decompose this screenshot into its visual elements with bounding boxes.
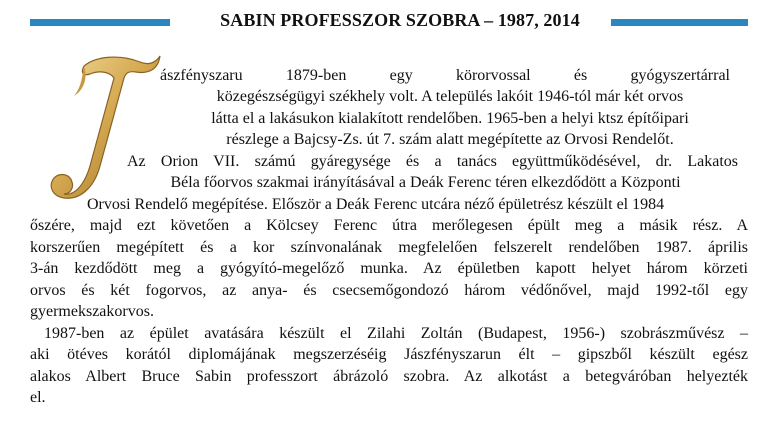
paragraph-1-line-9: korszerűen megépített és a kor színvonalának megfelelően felszerelt rendelőben 1987. április xyxy=(30,239,748,256)
paragraph-2-line-4: el. xyxy=(30,389,46,406)
paragraph-1-line-8: őszére, majd ezt követően a Kölcsey Ferenc útra merőlegesen épült meg a másik rész. A xyxy=(30,217,748,234)
paragraph-1-line-7: Orvosi Rendelő megépítése. Először a Deák Ferenc utcára néző épületrész készült el 1984 xyxy=(87,196,665,213)
paragraph-2-line-1: 1987-ben az épület avatására készült el Zilahi Zoltán (Budapest, 1956-) szobrászművész – xyxy=(44,325,748,342)
paragraph-2-line-3: alakos Albert Bruce Sabin professzort ábrázoló szobra. Az alkotást a betegváróban helyezték xyxy=(30,368,748,385)
paragraph-1-line-10: 3-án kezdődött meg a gyógyító-megelőző munka. Az épületben kapott helyet három körzeti xyxy=(30,260,748,277)
page-title: SABIN PROFESSZOR SZOBRA – 1987, 2014 xyxy=(220,10,580,30)
paragraph-1-line-4: részlege a Bajcsy-Zs. út 7. szám alatt megépítette az Orvosi Rendelőt. xyxy=(226,131,674,148)
paragraph-1-line-6: Béla főorvos szakmai irányításával a Deák Ferenc téren elkezdődött a Központi xyxy=(170,174,681,191)
paragraph-1-line-3: látta el a lakásukon kialakított rendelőben. 1965-ben a helyi ktsz építőipari xyxy=(211,110,689,127)
title-rule-right xyxy=(611,19,748,26)
paragraph-1-line-1: ászfényszaru 1879-ben egy körorvossal és gyógyszertárral xyxy=(160,67,730,84)
paragraph-1-line-5: Az Orion VII. számú gyáregysége és a tanács együttműködésével, dr. Lakatos xyxy=(127,153,738,170)
paragraph-1-line-2: közegészségügyi székhely volt. A település lakóit 1946-tól már két orvos xyxy=(216,88,684,105)
title-rule-left xyxy=(30,19,170,26)
paragraph-1-line-12: gyermekszakorvos. xyxy=(30,303,154,320)
paragraph-1-line-11: orvos és két fogorvos, az anya- és csecsemőgondozó három védőnővel, majd 1992-től egy xyxy=(30,282,748,299)
paragraph-2-line-2: aki ötéves korától diplomájának megszerzéséig Jászfényszarun élt – gipszből készült egész xyxy=(30,346,748,363)
